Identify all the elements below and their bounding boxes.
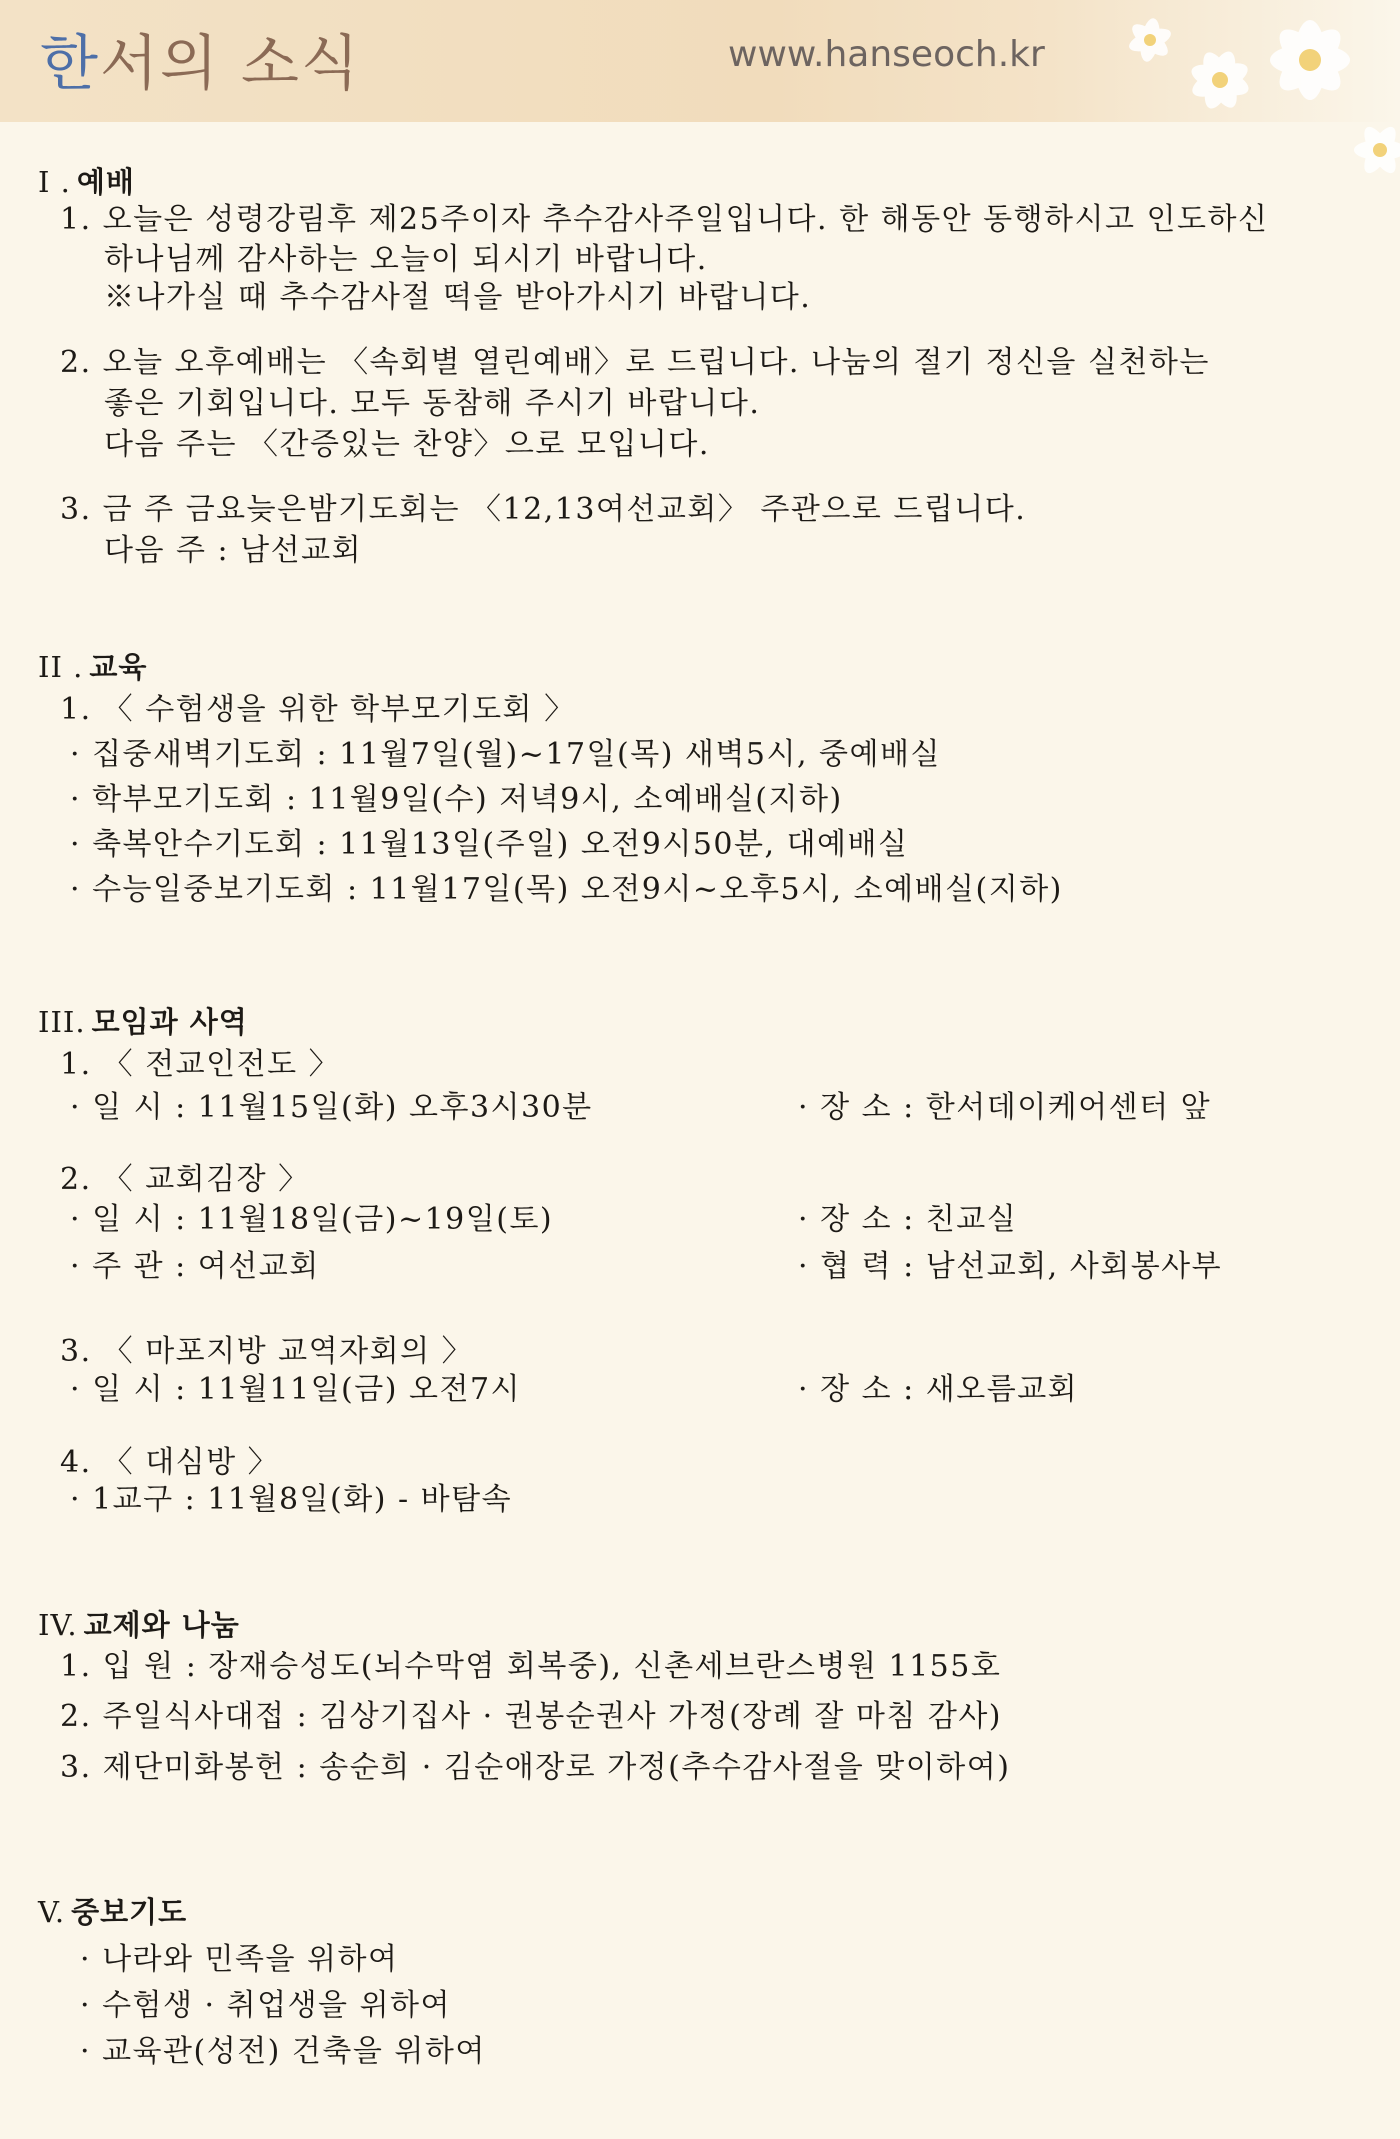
newsletter-title bbox=[40, 16, 361, 102]
section-education-heading bbox=[38, 645, 147, 686]
ministry-item-2-place: · 장 소 : 친교실 bbox=[798, 1202, 1018, 1237]
ministry-item-2: 2. 〈 교회김장 〉 bbox=[60, 1162, 310, 1197]
section-number: III. bbox=[38, 1005, 86, 1039]
intercession-bullet-3: · 교육관(성전) 건축을 위하여 bbox=[80, 2034, 486, 2069]
worship-item-2-line-2: 좋은 기회입니다. 모두 동참해 주시기 바랍니다. bbox=[104, 386, 761, 421]
worship-item-2-line-1: 2. 오늘 오후예배는 〈속회별 열린예배〉로 드립니다. 나눔의 절기 정신을 실천하는 bbox=[60, 345, 1210, 380]
section-worship-heading bbox=[38, 160, 135, 201]
worship-item-1-note: ※나가실 때 추수감사절 떡을 받아가시기 바랍니다. bbox=[104, 280, 812, 315]
section-title: 교육 bbox=[89, 650, 148, 684]
section-number: I . bbox=[38, 165, 71, 199]
fellowship-item-2: 2. 주일식사대접 : 김상기집사 · 권봉순권사 가정(장례 잘 마침 감사) bbox=[60, 1699, 1002, 1734]
section-ministry-heading bbox=[38, 1000, 248, 1041]
worship-item-3-line-2: 다음 주 : 남선교회 bbox=[104, 533, 363, 568]
education-bullet-4: · 수능일중보기도회 : 11월17일(목) 오전9시~오후5시, 소예배실(지하) bbox=[70, 872, 1063, 907]
worship-item-3-line-1: 3. 금 주 금요늦은밤기도회는 〈12,13여선교회〉 주관으로 드립니다. bbox=[60, 492, 1027, 527]
ministry-item-2-host: · 주 관 : 여선교회 bbox=[70, 1249, 320, 1284]
intercession-bullet-1: · 나라와 민족을 위하여 bbox=[80, 1942, 399, 1977]
ministry-item-3-place: · 장 소 : 새오름교회 bbox=[798, 1372, 1079, 1407]
section-title: 모임과 사역 bbox=[91, 1005, 248, 1039]
worship-item-1-line-2: 하나님께 감사하는 오늘이 되시기 바랍니다. bbox=[104, 242, 708, 277]
ministry-item-2-time: · 일 시 : 11월18일(금)~19일(토) bbox=[70, 1202, 554, 1237]
fellowship-item-1: 1. 입 원 : 장재승성도(뇌수막염 회복중), 신촌세브란스병원 1155호 bbox=[60, 1649, 1002, 1684]
ministry-item-1-place: · 장 소 : 한서데이케어센터 앞 bbox=[798, 1090, 1212, 1125]
education-bullet-2: · 학부모기도회 : 11월9일(수) 저녁9시, 소예배실(지하) bbox=[70, 782, 843, 817]
ministry-item-4-bullet: · 1교구 : 11월8일(화) - 바탐속 bbox=[70, 1482, 513, 1517]
ministry-item-1-time: · 일 시 : 11월15일(화) 오후3시30분 bbox=[70, 1090, 593, 1125]
ministry-item-1: 1. 〈 전교인전도 〉 bbox=[60, 1047, 341, 1082]
title-first-char: 한 bbox=[40, 29, 100, 99]
flower-decoration bbox=[1060, 0, 1400, 185]
section-number: IV. bbox=[38, 1608, 78, 1642]
worship-item-2-line-3: 다음 주는 〈간증있는 찬양〉으로 모입니다. bbox=[104, 427, 710, 462]
intercession-bullet-2: · 수험생 · 취업생을 위하여 bbox=[80, 1988, 452, 2023]
section-title: 중보기도 bbox=[71, 1895, 188, 1929]
title-rest: 서의 소식 bbox=[99, 29, 361, 99]
section-title: 교제와 나눔 bbox=[83, 1608, 240, 1642]
education-item-1: 1. 〈 수험생을 위한 학부모기도회 〉 bbox=[60, 692, 576, 727]
section-fellowship-heading bbox=[38, 1603, 240, 1644]
church-url[interactable]: www.hanseoch.kr bbox=[728, 34, 1045, 75]
ministry-item-4: 4. 〈 대심방 〉 bbox=[60, 1445, 280, 1480]
ministry-item-2-cooperation: · 협 력 : 남선교회, 사회봉사부 bbox=[798, 1249, 1223, 1284]
section-intercession-heading bbox=[38, 1890, 187, 1931]
section-title: 예배 bbox=[76, 165, 135, 199]
section-number: V. bbox=[38, 1895, 66, 1929]
education-bullet-3: · 축복안수기도회 : 11월13일(주일) 오전9시50분, 대예배실 bbox=[70, 827, 909, 862]
section-number: II . bbox=[38, 650, 84, 684]
education-bullet-1: · 집중새벽기도회 : 11월7일(월)~17일(목) 새벽5시, 중예배실 bbox=[70, 737, 941, 772]
ministry-item-3-time: · 일 시 : 11월11일(금) 오전7시 bbox=[70, 1372, 522, 1407]
worship-item-1-line-1: 1. 오늘은 성령강림후 제25주이자 추수감사주일입니다. 한 해동안 동행하시고 인도하신 bbox=[60, 202, 1269, 237]
ministry-item-3: 3. 〈 마포지방 교역자회의 〉 bbox=[60, 1334, 474, 1369]
fellowship-item-3: 3. 제단미화봉헌 : 송순희 · 김순애장로 가정(추수감사절을 맞이하여) bbox=[60, 1750, 1011, 1785]
